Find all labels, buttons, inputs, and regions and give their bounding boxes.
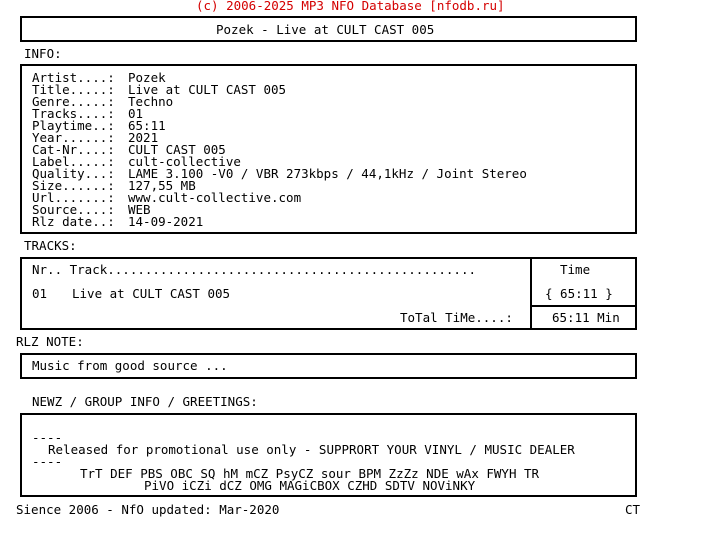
info-label: Tracks....: <box>32 106 115 121</box>
info-value: WEB <box>128 202 151 217</box>
info-value: www.cult-collective.com <box>128 190 302 205</box>
note-text: Music from good source ... <box>32 358 228 373</box>
info-label: Cat-Nr....: <box>32 142 115 157</box>
info-label: Url.......: <box>32 190 115 205</box>
copyright-line: (c) 2006-2025 MP3 NFO Database [nfodb.ru] <box>196 0 505 13</box>
info-value: Live at CULT CAST 005 <box>128 82 287 97</box>
track-nr: 01 <box>32 286 48 301</box>
info-value: 127,55 MB <box>128 178 196 193</box>
info-value: 65:11 <box>128 118 166 133</box>
newz-section-label: NEWZ / GROUP INFO / GREETINGS: <box>32 394 258 409</box>
info-value: LAME 3.100 -V0 / VBR 273kbps / 44,1kHz / Joint Stereo <box>128 166 527 181</box>
tracks-total-divider <box>530 305 636 307</box>
tracks-section-label: TRACKS: <box>24 238 77 253</box>
info-label: Rlz date..: <box>32 214 115 229</box>
footer-tag: CT <box>625 502 641 517</box>
track-time: { 65:11 } <box>545 286 613 301</box>
tracks-header-time: Time <box>560 262 591 277</box>
info-label: Source....: <box>32 202 115 217</box>
info-label: Size......: <box>32 178 115 193</box>
footer-updated: Sience 2006 - NfO updated: Mar-2020 <box>16 502 280 517</box>
greetings-line-1: TrT DEF PBS OBC SQ hM mCZ PsyCZ sour BPM ZzZz NDE wAx FWYH TR <box>80 466 540 481</box>
note-section-label: RLZ NOTE: <box>16 334 84 349</box>
info-value: Pozek <box>128 70 166 85</box>
info-section-label: INFO: <box>24 46 62 61</box>
tracks-column-divider <box>530 257 532 330</box>
info-label: Title.....: <box>32 82 115 97</box>
total-time-label: ToTal TiMe....: <box>400 310 513 325</box>
newz-dashes-top: ---- <box>32 430 63 445</box>
info-label: Genre.....: <box>32 94 115 109</box>
newz-dashes-bottom: ---- <box>32 454 63 469</box>
release-title: Pozek - Live at CULT CAST 005 <box>216 22 435 37</box>
info-label: Year......: <box>32 130 115 145</box>
info-label: Label.....: <box>32 154 115 169</box>
info-value: CULT CAST 005 <box>128 142 226 157</box>
greetings-line-2: PiVO iCZi dCZ OMG MAGiCBOX CZHD SDTV NOViNKY <box>144 478 476 493</box>
info-label: Quality...: <box>32 166 115 181</box>
info-value: 01 <box>128 106 144 121</box>
info-value: cult-collective <box>128 154 241 169</box>
total-time-value: 65:11 Min <box>552 310 620 325</box>
info-value: Techno <box>128 94 174 109</box>
info-value: 2021 <box>128 130 159 145</box>
track-title: Live at CULT CAST 005 <box>72 286 231 301</box>
newz-released-line: Released for promotional use only - SUPPRORT YOUR VINYL / MUSIC DEALER <box>48 442 575 457</box>
info-value: 14-09-2021 <box>128 214 204 229</box>
tracks-header-track: Nr.. Track................................................. <box>32 262 477 277</box>
info-label: Artist....: <box>32 70 115 85</box>
info-label: Playtime..: <box>32 118 115 133</box>
